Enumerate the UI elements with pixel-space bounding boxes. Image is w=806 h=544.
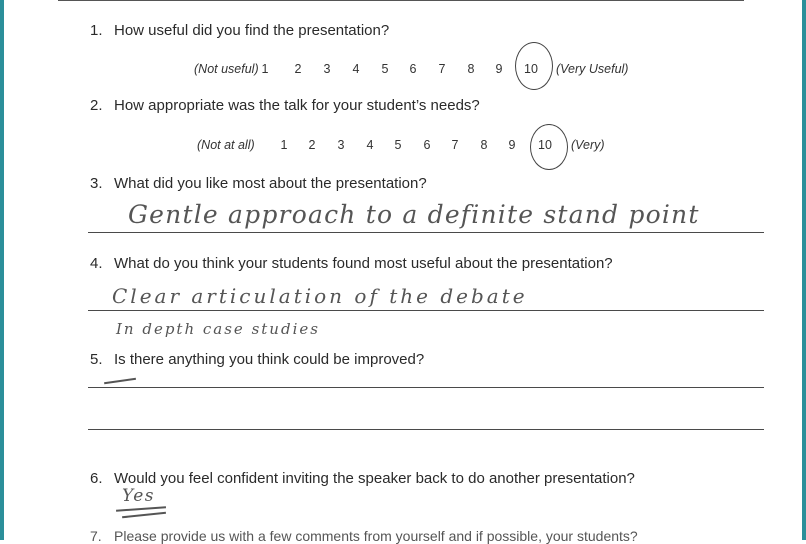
scale-number: 9 bbox=[508, 138, 516, 152]
top-rule bbox=[58, 0, 744, 1]
scale-low-label: (Not useful) bbox=[194, 62, 259, 76]
question-number: 5. bbox=[90, 351, 103, 368]
scale-number: 7 bbox=[438, 62, 446, 76]
scale-number-selected: 10 bbox=[524, 62, 538, 76]
question-text: What did you like most about the presentation? bbox=[114, 175, 427, 192]
question-number: 6. bbox=[90, 470, 103, 487]
answer-line bbox=[88, 429, 764, 430]
scale-number: 5 bbox=[381, 62, 389, 76]
question-6 bbox=[90, 470, 635, 487]
question-3 bbox=[90, 175, 427, 192]
question-text: Is there anything you think could be improved? bbox=[114, 351, 425, 368]
scale-number: 7 bbox=[451, 138, 459, 152]
question-7 bbox=[90, 528, 638, 544]
page-border-right bbox=[802, 0, 806, 540]
question-text: How appropriate was the talk for your student’s needs? bbox=[114, 97, 480, 114]
selection-circle bbox=[530, 124, 568, 170]
scale-number-selected: 10 bbox=[538, 138, 552, 152]
question-2 bbox=[90, 97, 480, 114]
scale-number: 6 bbox=[423, 138, 431, 152]
scale-number: 4 bbox=[366, 138, 374, 152]
question-number: 4. bbox=[90, 255, 103, 272]
underline-stroke bbox=[122, 512, 166, 518]
question-number: 2. bbox=[90, 97, 103, 114]
handwritten-answer-q6: Yes bbox=[122, 486, 156, 506]
question-text: What do you think your students found most useful about the presentation? bbox=[114, 255, 613, 272]
question-1 bbox=[90, 22, 389, 39]
answer-line bbox=[88, 387, 764, 388]
scale-number: 9 bbox=[495, 62, 503, 76]
handwritten-answer-q3: Gentle approach to a definite stand point bbox=[128, 200, 700, 229]
scale-number: 8 bbox=[480, 138, 488, 152]
scale-number: 4 bbox=[352, 62, 360, 76]
answer-line bbox=[88, 310, 764, 311]
scale-number: 2 bbox=[294, 62, 302, 76]
handwritten-answer-q4-line2: In depth case studies bbox=[116, 320, 320, 338]
scale-number: 3 bbox=[323, 62, 331, 76]
question-5 bbox=[90, 351, 424, 368]
question-text: Please provide us with a few comments from yourself and if possible, your students? bbox=[114, 528, 638, 544]
scale-number: 1 bbox=[261, 62, 269, 76]
scale-number: 3 bbox=[337, 138, 345, 152]
question-text: Would you feel confident inviting the speaker back to do another presentation? bbox=[114, 470, 635, 487]
selection-circle bbox=[515, 42, 553, 90]
scale-number: 8 bbox=[467, 62, 475, 76]
question-number: 7. bbox=[90, 528, 102, 544]
scale-number: 1 bbox=[280, 138, 288, 152]
scale-number: 6 bbox=[409, 62, 417, 76]
handwritten-answer-q4: Clear articulation of the debate bbox=[112, 284, 528, 308]
underline-stroke bbox=[116, 506, 166, 511]
scale-high-label: (Very Useful) bbox=[556, 62, 629, 76]
rating-scale-1 bbox=[194, 62, 634, 78]
question-number: 1. bbox=[90, 22, 103, 39]
scale-high-label: (Very) bbox=[571, 138, 605, 152]
question-4 bbox=[90, 255, 613, 272]
page-border-left bbox=[0, 0, 4, 540]
scale-low-label: (Not at all) bbox=[197, 138, 255, 152]
scale-number: 5 bbox=[394, 138, 402, 152]
handwritten-dash bbox=[104, 378, 136, 384]
question-number: 3. bbox=[90, 175, 103, 192]
answer-line bbox=[88, 232, 764, 233]
question-text: How useful did you find the presentation? bbox=[114, 22, 390, 39]
scale-number: 2 bbox=[308, 138, 316, 152]
